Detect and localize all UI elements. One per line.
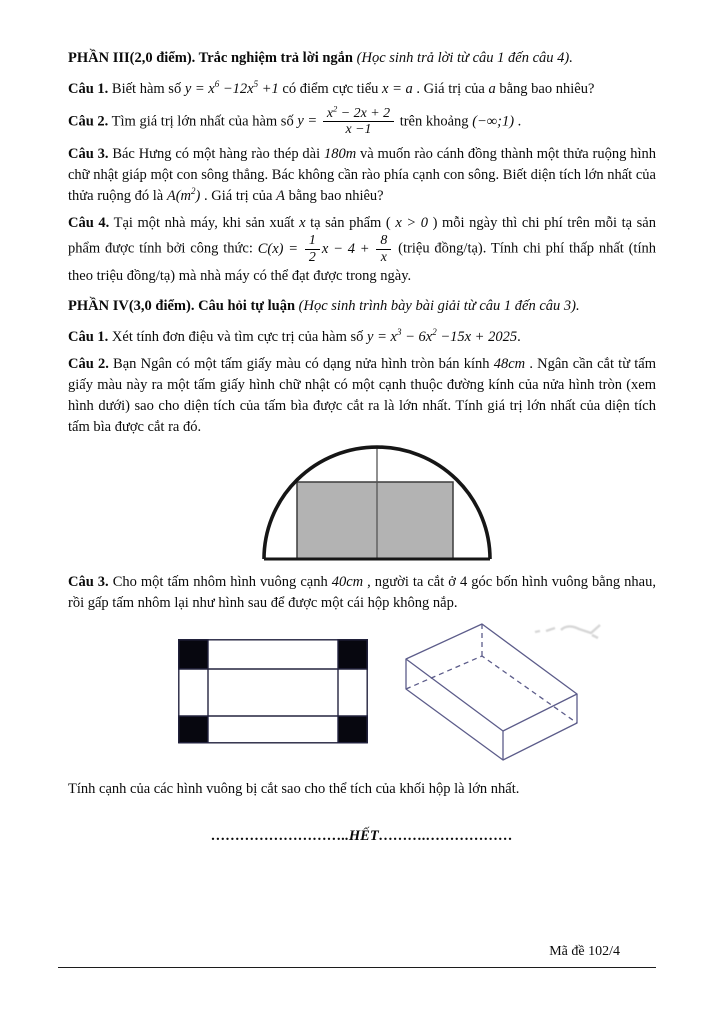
figure-semicircle-rectangle (262, 444, 656, 564)
part4-question-3: Câu 3. Cho một tấm nhôm hình vuông cạnh 40cm , người ta cắt ở 4 góc bốn hình vuông bằng nhau, rồi gấp tấm nhôm lại như hình sau để được một cái hộp không nắp. (68, 573, 656, 611)
semicircle-figure-svg (262, 444, 492, 564)
box-solid-edges (406, 624, 577, 760)
part3-heading: PHẦN III(2,0 điểm). Trắc nghiệm trả lời ngắn (Học sinh trả lời từ câu 1 đến câu 4). (68, 50, 573, 66)
inscribed-rectangle (297, 482, 453, 559)
part3-question-3: Câu 3. Bác Hưng có một hàng rào thép dài 180m và muốn rào cánh đồng thành một thửa ruộng hình chữ nhật giáp một con sông thẳng. Bác không cần rào phía cạnh con sông. Biết diện tích lớn nhất của thửa ruộng đó là $A(m^2)$ . Giá trị của A bằng bao nhiêu? (68, 145, 656, 204)
closing-paragraph: Tính cạnh của các hình vuông bị cắt sao cho thể tích của khối hộp là lớn nhất. (68, 781, 520, 798)
document-body (68, 48, 656, 853)
part3-question-1: Câu 1. Biết hàm số $y = x^6 -12x^5 +1$ có điểm cực tiểu x = a . Giá trị của a bằng bao nhiêu? (68, 79, 595, 97)
net-corner-squares (178, 639, 368, 743)
part4-question-2: Câu 2. Bạn Ngân có một tấm giấy màu có dạng nửa hình tròn bán kính 48cm . Ngân cần cắt từ tấm giấy màu này ra một tấm giấy hình chữ nhật có một cạnh thuộc đường kính của nửa hình tròn (xem hình dưới) sao cho diện tích của tấm bìa được cắt ra là lớn nhất. Tính giá trị lớn nhất của diện tích tấm bìa được cắt ra đó. (68, 356, 656, 435)
footer-rule (58, 967, 656, 968)
part3-question-4: Câu 4. Tại một nhà máy, khi sản xuất x tạ sản phẩm ( x > 0 ) mỗi ngày thì chi phí trên mỗi tạ sản phẩm được tính bởi công thức: C(x) = $\frac{1}{2}$ x − 4 + $\frac{8}{x}$ (triệu đồng/tạ). Tính chi phí thấp nhất (tính theo triệu đồng/tạ) mà nhà máy có thể đạt được trong ngày. (68, 214, 656, 284)
part4-heading: PHẦN IV(3,0 điểm). Câu hỏi tự luận (Học sinh trình bày bài giải từ câu 1 đến câu 3). (68, 298, 580, 315)
scan-artifact (533, 620, 613, 642)
part3-question-2: Câu 2. Tìm giá trị lớn nhất của hàm số y = $\frac{x^2 - 2x + 2}{x -1}$ trên khoảng (−∞;1) . (68, 103, 522, 138)
doc-code: Mã đề 102/4 (549, 944, 620, 959)
figure-net-sheet (178, 639, 368, 744)
part4-question-1: Câu 1. Xét tính đơn điệu và tìm cực trị của hàm số $y = x^3 - 6x^2 -15x + 2025$. (68, 327, 521, 346)
end-marker: ………………………..HẾT……….……………… (211, 828, 513, 845)
net-figure-svg (178, 639, 368, 744)
